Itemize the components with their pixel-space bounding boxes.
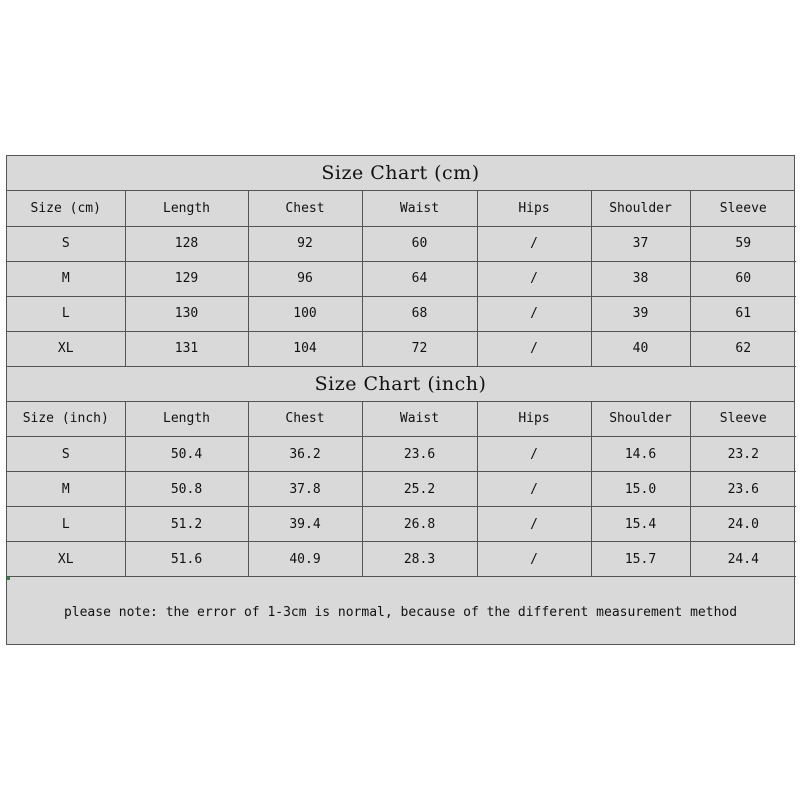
inch-header-hips: Hips [477,402,591,437]
length-cell: 129 [125,261,248,296]
waist-cell: 60 [362,226,477,261]
corner-mark [7,577,10,580]
cm-header-hips: Hips [477,191,591,226]
size-cell: S [7,226,125,261]
length-cell: 128 [125,226,248,261]
chest-cell: 40.9 [248,542,362,577]
chest-cell: 92 [248,226,362,261]
size-cell: L [7,296,125,331]
sleeve-cell: 23.2 [690,437,796,472]
waist-cell: 25.2 [362,472,477,507]
hips-cell: / [477,331,591,366]
waist-cell: 28.3 [362,542,477,577]
length-cell: 131 [125,331,248,366]
measurement-note-text: please note: the error of 1-3cm is normal, because of the different measurement method [63,604,738,620]
sleeve-cell: 24.4 [690,542,796,577]
size-cell: L [7,507,125,542]
inch-header-length: Length [125,402,248,437]
sleeve-cell: 61 [690,296,796,331]
inch-chart-title: Size Chart (inch) [7,367,794,402]
chest-cell: 37.8 [248,472,362,507]
chest-cell: 36.2 [248,437,362,472]
cm-header-sleeve: Sleeve [690,191,796,226]
length-cell: 51.2 [125,507,248,542]
size-cell: M [7,261,125,296]
waist-cell: 68 [362,296,477,331]
waist-cell: 64 [362,261,477,296]
shoulder-cell: 14.6 [591,437,690,472]
chest-cell: 96 [248,261,362,296]
cm-header-size: Size (cm) [7,191,125,226]
size-chart [6,155,795,645]
shoulder-cell: 40 [591,331,690,366]
sleeve-cell: 23.6 [690,472,796,507]
hips-cell: / [477,261,591,296]
inch-header-waist: Waist [362,402,477,437]
cm-size-table [7,191,796,367]
inch-header-sleeve: Sleeve [690,402,796,437]
sleeve-cell: 24.0 [690,507,796,542]
table-row [7,542,796,577]
cm-chart-title: Size Chart (cm) [7,156,794,191]
table-row [7,331,796,366]
inch-size-table [7,402,796,578]
waist-cell: 23.6 [362,437,477,472]
table-row [7,261,796,296]
length-cell: 51.6 [125,542,248,577]
size-cell: XL [7,331,125,366]
waist-cell: 72 [362,331,477,366]
table-row [7,226,796,261]
sleeve-cell: 59 [690,226,796,261]
size-cell: S [7,437,125,472]
inch-header-shoulder: Shoulder [591,402,690,437]
cm-header-length: Length [125,191,248,226]
hips-cell: / [477,472,591,507]
cm-header-waist: Waist [362,191,477,226]
hips-cell: / [477,296,591,331]
length-cell: 130 [125,296,248,331]
hips-cell: / [477,226,591,261]
length-cell: 50.8 [125,472,248,507]
shoulder-cell: 15.7 [591,542,690,577]
shoulder-cell: 15.0 [591,472,690,507]
shoulder-cell: 37 [591,226,690,261]
hips-cell: / [477,437,591,472]
inch-header-size: Size (inch) [7,402,125,437]
chest-cell: 100 [248,296,362,331]
chest-cell: 39.4 [248,507,362,542]
shoulder-cell: 15.4 [591,507,690,542]
size-cell: M [7,472,125,507]
size-cell: XL [7,542,125,577]
shoulder-cell: 39 [591,296,690,331]
inch-header-chest: Chest [248,402,362,437]
chest-cell: 104 [248,331,362,366]
hips-cell: / [477,542,591,577]
measurement-note [7,577,794,647]
table-row [7,437,796,472]
inch-header-row [7,402,796,437]
table-row [7,296,796,331]
table-row [7,472,796,507]
hips-cell: / [477,507,591,542]
sleeve-cell: 62 [690,331,796,366]
sleeve-cell: 60 [690,261,796,296]
table-row [7,507,796,542]
waist-cell: 26.8 [362,507,477,542]
cm-header-row [7,191,796,226]
length-cell: 50.4 [125,437,248,472]
cm-header-chest: Chest [248,191,362,226]
cm-header-shoulder: Shoulder [591,191,690,226]
shoulder-cell: 38 [591,261,690,296]
